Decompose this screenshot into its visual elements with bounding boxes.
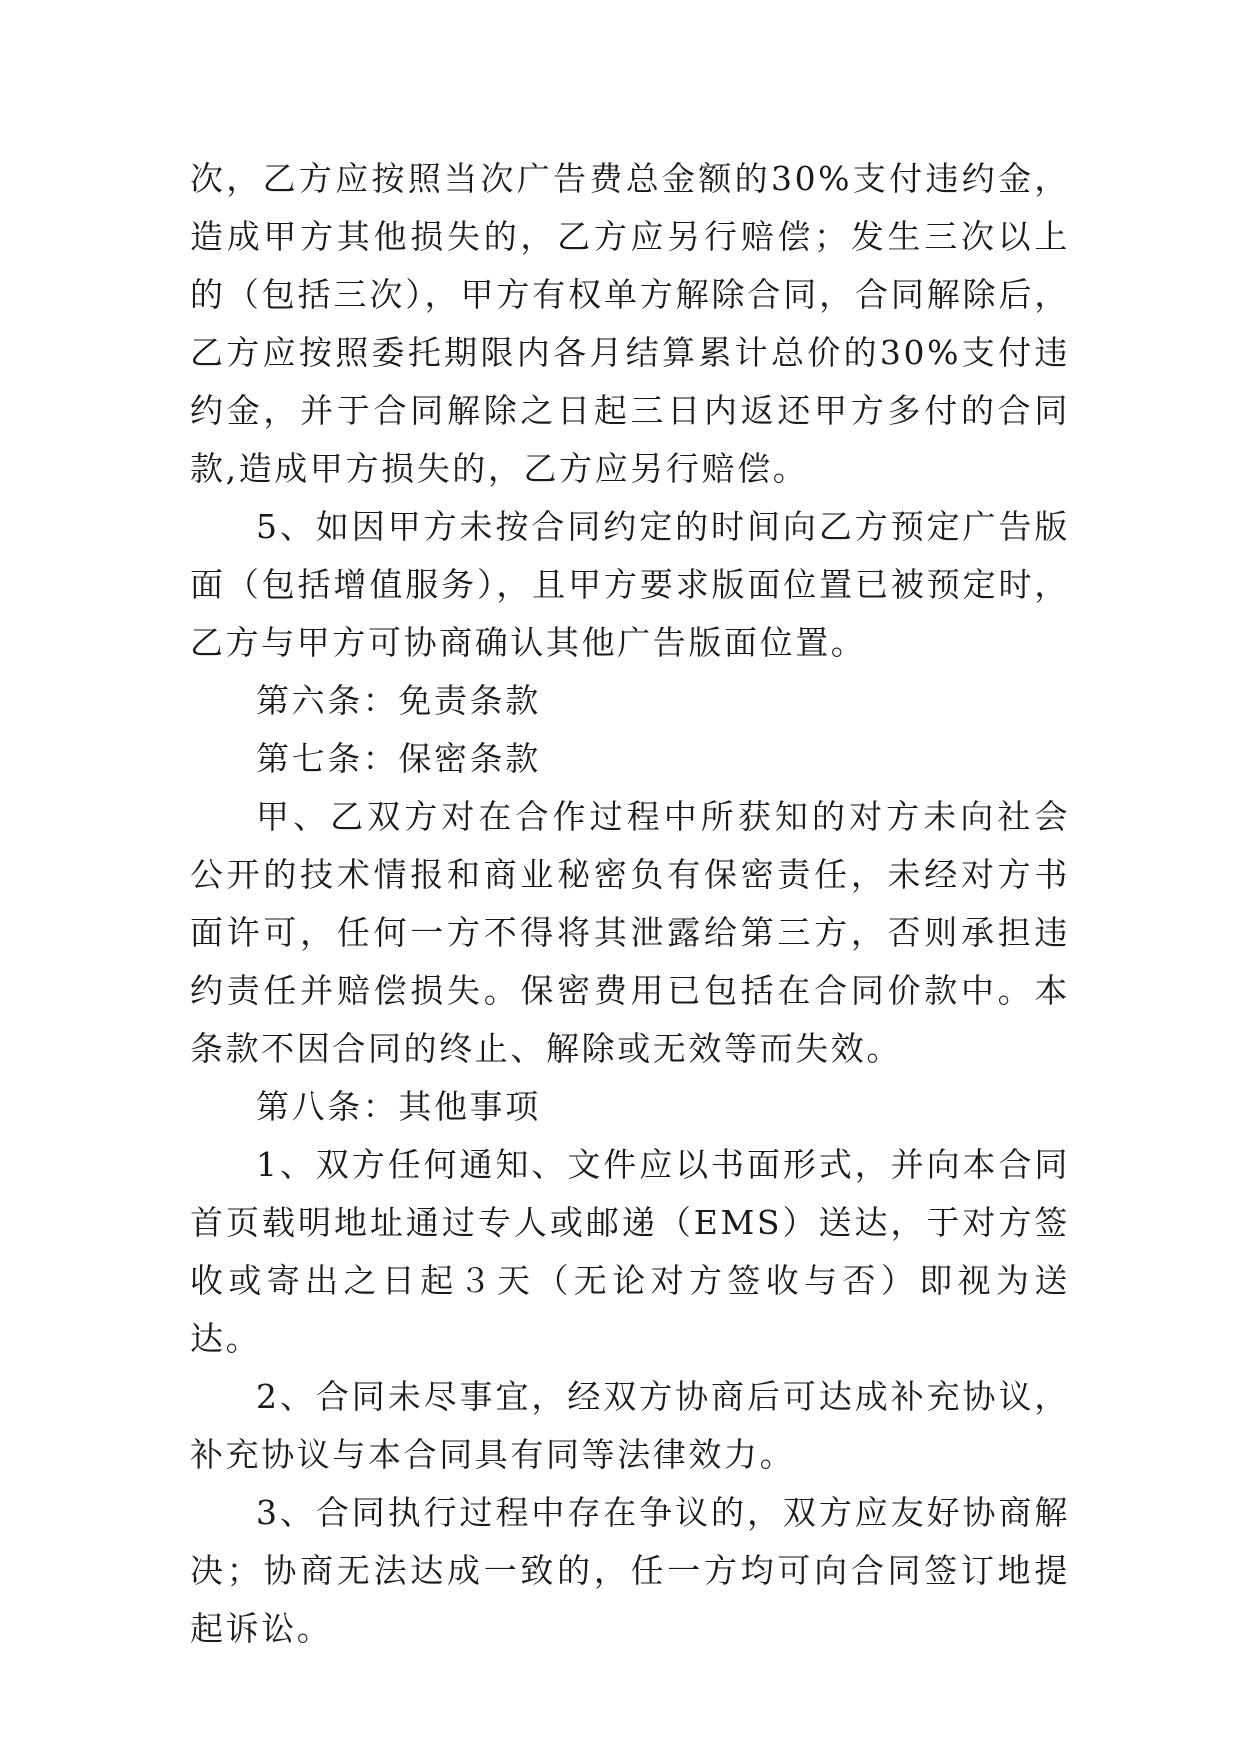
heading-article-7: 第七条：保密条款 (256, 739, 541, 778)
heading-article-8: 第八条：其他事项 (256, 1087, 541, 1126)
paragraph-other-2: 2、合同未尽事宜，经双方协商后可达成补充协议，补充协议与本合同具有同等法律效力。 (190, 1377, 1070, 1474)
paragraph-confidentiality: 甲、乙双方对在合作过程中所获知的对方未向社会公开的技术情报和商业秘密负有保密责任，未经对方书面许可，任何一方不得将其泄露给第三方，否则承担违约责任并赔偿损失。保密费用已包括在合同价款中。本条款不因合同的终止、解除或无效等而失效。 (190, 797, 1070, 1068)
document-page (190, 150, 1070, 1658)
heading-article-6: 第六条：免责条款 (256, 681, 541, 720)
paragraph-other-3: 3、合同执行过程中存在争议的，双方应友好协商解决；协商无法达成一致的，任一方均可向合同签订地提起诉讼。 (190, 1493, 1070, 1648)
paragraph-penalty-continuation: 次，乙方应按照当次广告费总金额的30%支付违约金，造成甲方其他损失的，乙方应另行赔偿；发生三次以上的（包括三次），甲方有权单方解除合同，合同解除后，乙方应按照委托期限内各月结算累计总价的30%支付违约金，并于合同解除之日起三日内返还甲方多付的合同款,造成甲方损失的，乙方应另行赔偿。 (190, 159, 1070, 488)
paragraph-other-1: 1、双方任何通知、文件应以书面形式，并向本合同首页载明地址通过专人或邮递（EMS）送达，于对方签收或寄出之日起３天（无论对方签收与否）即视为送达。 (190, 1145, 1070, 1358)
paragraph-clause-5: 5、如因甲方未按合同约定的时间向乙方预定广告版面（包括增值服务），且甲方要求版面位置已被预定时，乙方与甲方可协商确认其他广告版面位置。 (190, 507, 1070, 662)
